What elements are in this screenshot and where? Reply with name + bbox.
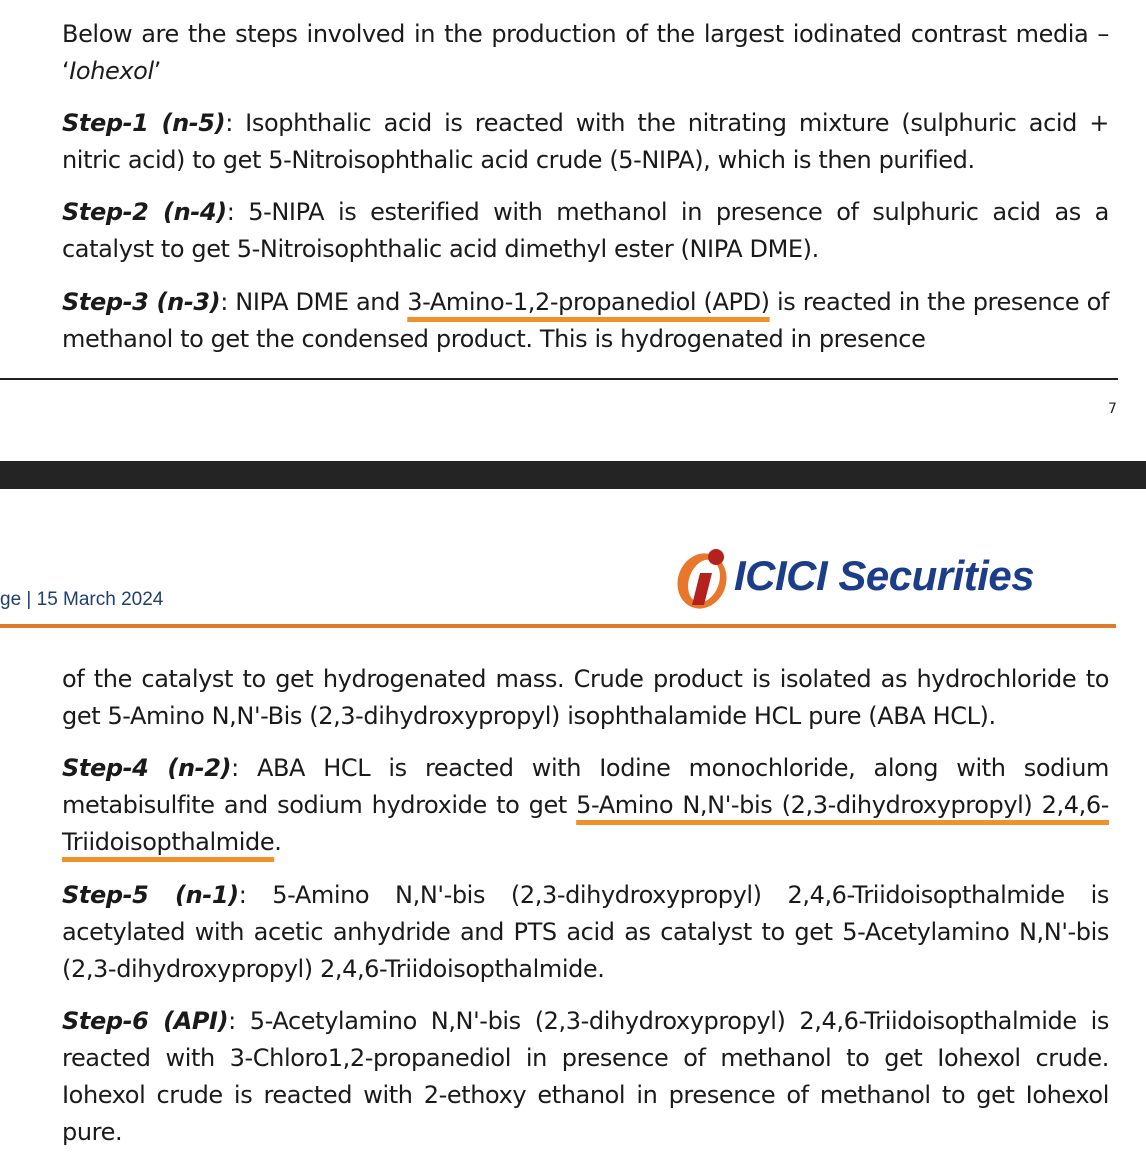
step-3-label: Step-3 (n-3) — [62, 288, 221, 316]
step-1-paragraph: Step-1 (n-5): Isophthalic acid is reacted with the nitrating mixture (sulphuric acid + nitric acid) to get 5-Nitroisophthalic acid crude (5-NIPA), which is then purified. — [62, 109, 1109, 174]
page-footer-rule — [0, 378, 1118, 380]
step-6-label: Step-6 (API) — [62, 1007, 229, 1035]
page-break-band — [0, 461, 1146, 489]
apd-highlight: 3-Amino-1,2-propanediol (APD) — [407, 288, 770, 316]
header-rule — [0, 624, 1116, 628]
triiodo-highlight: 5-Amino N,N'-bis (2,3-dihydroxypropyl) 2,4,6-Triidoisopthalmide — [62, 791, 1109, 856]
step-3-paragraph: Step-3 (n-3): NIPA DME and 3-Amino-1,2-propanediol (APD) is reacted in the presence of methanol to get the condensed product. This is hydrogenated in presence — [62, 288, 1109, 353]
step-2-label: Step-2 (n-4) — [62, 198, 227, 226]
icici-securities-logo — [674, 543, 1114, 611]
step-5-label: Step-5 (n-1) — [62, 881, 239, 909]
icici-logo-icon — [674, 543, 732, 611]
page-number: 7 — [1108, 401, 1117, 417]
step-4-paragraph: Step-4 (n-2): ABA HCL is reacted with Iodine monochloride, along with sodium metabisulfite and sodium hydroxide to get 5-Amino N,N'-bis (2,3-dihydroxypropyl) 2,4,6-Triidoisopthalmide. — [62, 754, 1109, 856]
step-5-paragraph: Step-5 (n-1): 5-Amino N,N'-bis (2,3-dihydroxypropyl) 2,4,6-Triidoisopthalmide is acetylated with acetic anhydride and PTS acid as catalyst to get 5-Acetylamino N,N'-bis (2,3-dihydroxypropyl) 2,4,6-Triidoisopthalmide. — [62, 881, 1110, 983]
report-dateline: ge | 15 March 2024 — [0, 589, 164, 610]
step-1-label: Step-1 (n-5) — [62, 109, 226, 137]
step-2-paragraph: Step-2 (n-4): 5-NIPA is esterified with methanol in presence of sulphuric acid as a catalyst to get 5-Nitroisophthalic acid dimethyl ester (NIPA DME). — [62, 198, 1109, 263]
logo-text: ICICI Securities — [734, 552, 1035, 599]
continuation-paragraph: of the catalyst to get hydrogenated mass. Crude product is isolated as hydrochloride to get 5-Amino N,N'-Bis (2,3-dihydroxypropyl) isophthalamide HCL pure (ABA HCL). — [62, 665, 1109, 730]
intro-paragraph: Below are the steps involved in the production of the largest iodinated contrast media – ‘Iohexol’ — [62, 20, 1109, 85]
step-6-paragraph: Step-6 (API): 5-Acetylamino N,N'-bis (2,3-dihydroxypropyl) 2,4,6-Triidoisopthalmide is reacted with 3-Chloro1,2-propanediol in presence of methanol to get Iohexol crude. Iohexol crude is reacted with 2-ethoxy ethanol in presence of methanol to get Iohexol pure. — [62, 1007, 1109, 1146]
step-4-label: Step-4 (n-2) — [62, 754, 232, 782]
